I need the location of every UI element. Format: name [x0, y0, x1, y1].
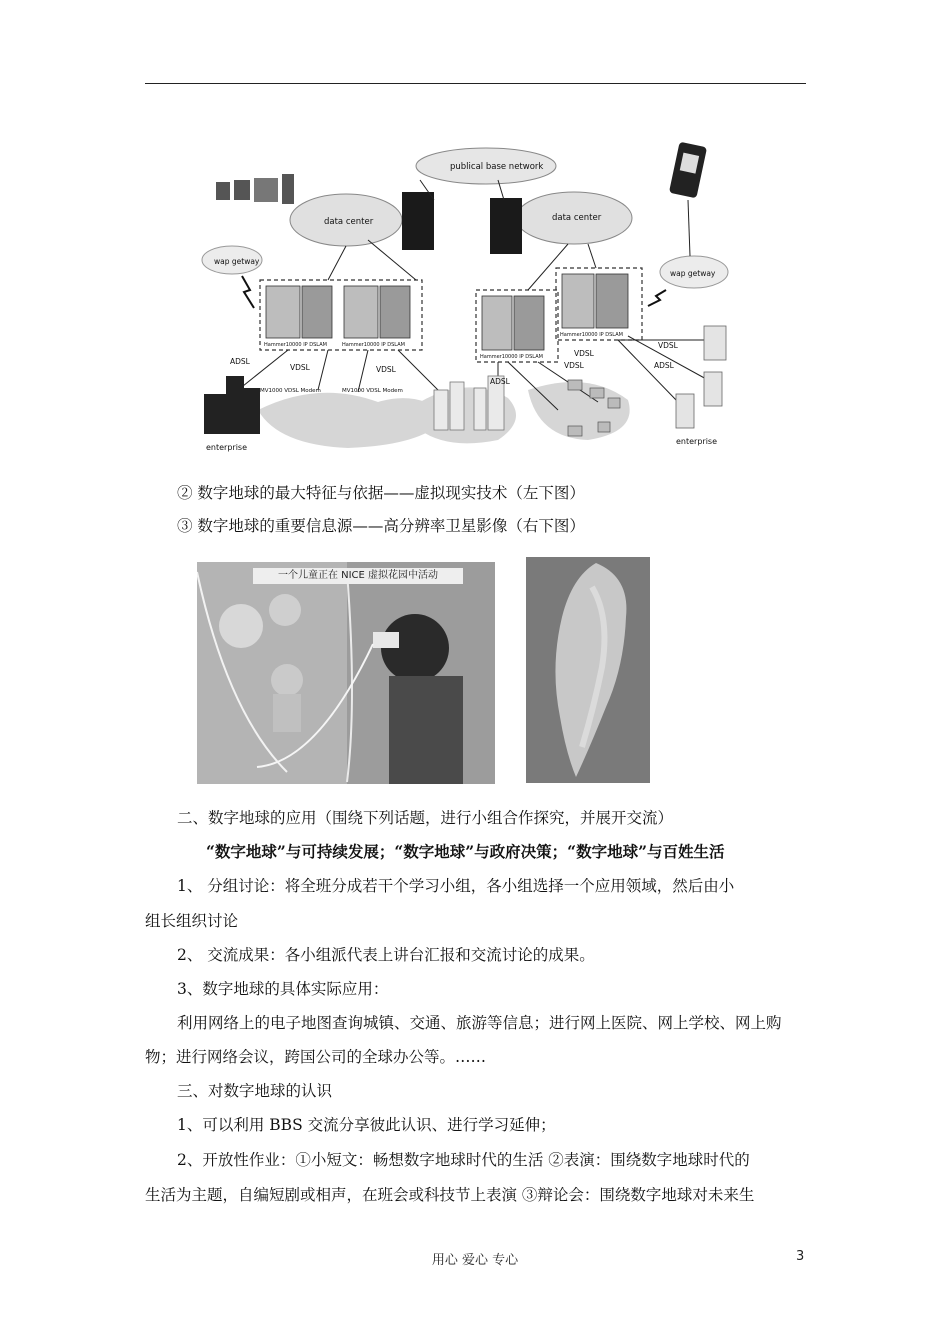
dslam-racks — [266, 274, 628, 350]
topics-line: “数字地球”与可持续发展；“数字地球”与政府决策；“数字地球”与百姓生活 — [206, 842, 725, 861]
label-modem-2: MV1000 VDSL Modem — [342, 388, 403, 394]
label-enterprise-right: enterprise — [676, 437, 718, 446]
label-modem-1: MV1000 VDSL Modem — [260, 388, 321, 394]
page-number: 3 — [796, 1249, 805, 1264]
enterprise-buildings-right — [676, 326, 726, 428]
paragraph-4b: 物；进行网络会议，跨国公司的全球办公等。…… — [145, 1048, 487, 1066]
label-adsl-right: ADSL — [654, 361, 674, 370]
label-vdsl-left-2: VDSL — [376, 365, 396, 374]
network-diagram — [198, 140, 758, 458]
section-3-heading: 三、对数字地球的认识 — [177, 1082, 333, 1100]
vr-child-photo — [197, 562, 495, 784]
satellite-image — [526, 557, 650, 783]
label-dslam-1: Hammer10000 IP DSLAM — [264, 342, 327, 348]
mobile-phone-icon — [669, 142, 707, 199]
paragraph-1b: 组长组织讨论 — [145, 912, 239, 930]
devices-icon — [216, 174, 294, 204]
label-network: publical base network — [450, 162, 544, 172]
header-rule — [145, 83, 806, 84]
paragraph-3: 3、数字地球的具体实际应用： — [177, 980, 389, 998]
paragraph-4a: 利用网络上的电子地图查询城镇、交通、旅游等信息；进行网上医院、网上学校、网上购 — [177, 1014, 782, 1032]
label-vdsl-right: VDSL — [658, 341, 678, 350]
label-dslam-2: Hammer10000 IP DSLAM — [342, 342, 405, 348]
label-enterprise-left: enterprise — [206, 443, 248, 452]
label-wap-right: wap getway — [670, 269, 716, 278]
server-icons — [402, 192, 522, 254]
label-wap-left: wap getway — [214, 257, 260, 266]
paragraph-2: 2、 交流成果：各小组派代表上讲台汇报和交流讨论的成果。 — [177, 946, 595, 964]
photo-caption: 一个儿童正在 NICE 虚拟花园中活动 — [253, 568, 463, 584]
paragraph-1a: 1、 分组讨论：将全班分成若干个学习小组，各小组选择一个应用领域，然后由小 — [177, 877, 735, 895]
question-2b: 生活为主题，自编短剧或相声，在班会或科技节上表演 ③辩论会：围绕数字地球对未来生 — [145, 1186, 755, 1204]
label-data-center-left: data center — [324, 217, 374, 227]
item-2: ② 数字地球的最大特征与依据——虚拟现实技术（左下图） — [177, 484, 585, 502]
label-dslam-4: Hammer10000 IP DSLAM — [560, 332, 623, 338]
label-vdsl-mid-2: VDSL — [564, 361, 584, 370]
label-dslam-3: Hammer10000 IP DSLAM — [480, 354, 543, 360]
label-vdsl-mid-1: VDSL — [574, 349, 594, 358]
footer-motto: 用心 爱心 专心 — [431, 1253, 519, 1268]
item-3: ③ 数字地球的重要信息源——高分辨率卫星影像（右下图） — [177, 517, 585, 535]
section-2-heading: 二、数字地球的应用（围绕下列话题，进行小组合作探究，并展开交流） — [177, 809, 674, 827]
question-2a: 2、开放性作业：①小短文：畅想数字地球时代的生活 ②表演：围绕数字地球时代的 — [177, 1151, 750, 1169]
label-vdsl-left-1: VDSL — [290, 363, 310, 372]
enterprise-buildings-left — [204, 376, 260, 434]
question-1: 1、可以利用 BBS 交流分享彼此认识、进行学习延伸； — [177, 1116, 556, 1134]
label-adsl-mid: ADSL — [490, 377, 510, 386]
label-adsl-left: ADSL — [230, 357, 250, 366]
label-data-center-right: data center — [552, 213, 602, 223]
